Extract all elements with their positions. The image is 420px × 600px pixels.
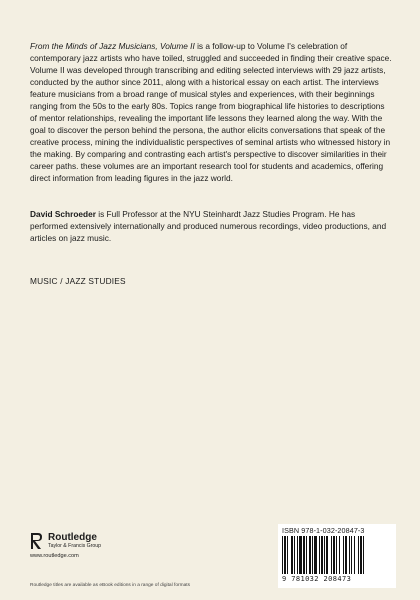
barcode-bar: [314, 536, 317, 574]
barcode-bar: [282, 536, 283, 574]
barcode-bar: [287, 536, 288, 574]
barcode-bar: [349, 536, 350, 574]
barcode-bar: [358, 536, 359, 574]
isbn-label: ISBN 978-1-032-20847-3: [282, 526, 365, 535]
barcode-bar: [354, 536, 355, 574]
barcode-bar: [306, 536, 307, 574]
book-title: From the Minds of Jazz Musicians, Volume II: [30, 41, 195, 51]
barcode-bar: [309, 536, 311, 574]
barcode-bar: [297, 536, 298, 574]
description-text: is a follow-up to Volume I's celebration of contemporary jazz artists who have toiled, struggled and succeeded in finding their creative space. Volume II was developed through transcribing and editing selected interviews with 29 jazz artists, conducted by the author since 2011, along with a historical essay on each artist. The interviews feature musicians from a broad range of musical styles and experiences, with their beginnings ranging from the 50s to the early 80s. Topics range from biographical life histories to descriptions of mentor relationships, revealing the important life lessons they learned along the way. With the goal to discover the person behind the persona, the author elicits conversations that speak of the creative process, mining the individualistic perspectives of seminal artists who witnessed history in the making. By comparing and contrasting each artist's perspective to discover similarities in their career paths. these volumes are an important research tool for students and academics, offering direct information from leading figures in the jazz world.: [30, 41, 392, 183]
barcode-bar: [291, 536, 293, 574]
publisher-block: [30, 532, 170, 559]
barcode-digits: 9 781032 208473: [282, 575, 352, 583]
barcode-bar: [303, 536, 305, 574]
publisher-group: Taylor & Francis Group: [48, 543, 102, 549]
barcode-bar: [326, 536, 328, 574]
isbn-barcode-box: [278, 524, 396, 588]
barcode-bar: [351, 536, 352, 574]
publisher-name: Routledge: [48, 532, 97, 543]
publisher-url: www.routledge.com: [30, 553, 79, 559]
routledge-logo-icon: [30, 532, 44, 550]
barcode-bar: [284, 536, 286, 574]
barcode-bar: [299, 536, 302, 574]
barcode-bar: [339, 536, 340, 574]
author-name: David Schroeder: [30, 209, 96, 219]
barcode-bar: [343, 536, 344, 574]
ebook-note: Routledge titles are available as eBook editions in a range of digital formats: [30, 583, 190, 588]
author-bio: [30, 208, 392, 244]
subject-category: MUSIC / JAZZ STUDIES: [30, 276, 126, 286]
barcode-bar: [331, 536, 332, 574]
barcode-bar: [333, 536, 335, 574]
barcode-bar: [321, 536, 323, 574]
barcode-bar: [324, 536, 325, 574]
barcode: [282, 536, 392, 574]
barcode-bar: [294, 536, 295, 574]
barcode-bar: [319, 536, 320, 574]
back-cover-text: [30, 40, 392, 286]
author-bio-text: is Full Professor at the NYU Steinhardt Jazz Studies Program. He has performed extensively internationally and produced numerous recordings, video productions, and articles on jazz music.: [30, 209, 387, 243]
barcode-bar: [336, 536, 337, 574]
book-description: [30, 40, 392, 184]
barcode-bar: [345, 536, 347, 574]
barcode-bar: [360, 536, 362, 574]
barcode-bar: [363, 536, 364, 574]
barcode-bar: [312, 536, 313, 574]
